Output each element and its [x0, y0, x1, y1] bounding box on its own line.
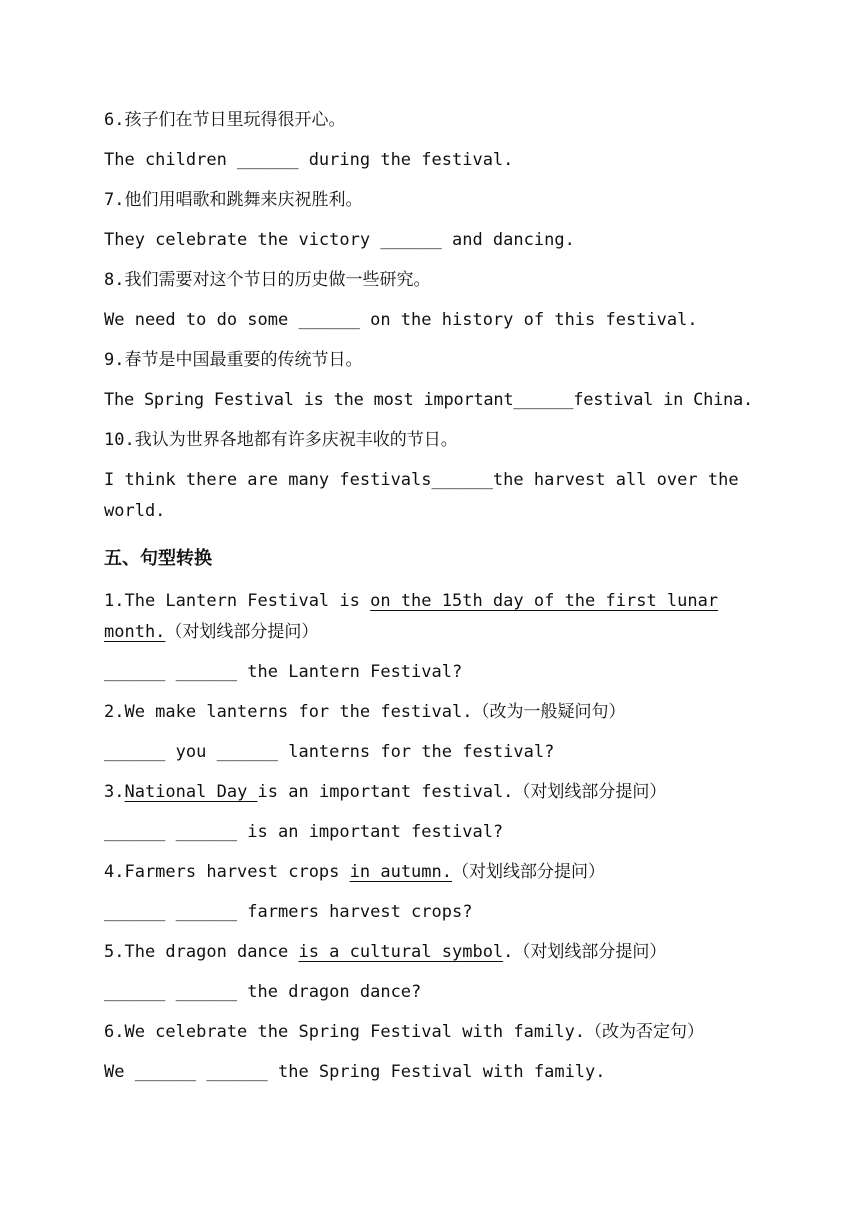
- question-text: 2.We make lanterns for the festival.: [104, 702, 473, 722]
- answer-line-4: ______ ______ farmers harvest crops?: [104, 902, 473, 922]
- transform-question-5: [104, 932, 784, 972]
- item-number: 8.: [104, 270, 125, 290]
- chinese-sentence: 他们用唱歌和跳舞来庆祝胜利。: [124, 190, 363, 210]
- translation-item-10-chinese: [104, 420, 784, 460]
- answer-line-3: ______ ______ is an important festival?: [104, 822, 504, 842]
- question-text-end: .: [503, 942, 514, 962]
- answer-line-1: ______ ______ the Lantern Festival?: [104, 662, 463, 682]
- question-text: 6.We celebrate the Spring Festival with family.: [104, 1022, 586, 1042]
- transform-question-1: [104, 581, 784, 652]
- chinese-sentence: 春节是中国最重要的传统节日。: [124, 350, 363, 370]
- transform-question-2: [104, 692, 784, 732]
- answer-line-5: ______ ______ the dragon dance?: [104, 982, 422, 1002]
- instruction: （对划线部分提问）: [513, 782, 667, 802]
- chinese-sentence: 我认为世界各地都有许多庆祝丰收的节日。: [134, 430, 458, 450]
- item-number: 6.: [104, 110, 125, 130]
- answer-line-6: We ______ ______ the Spring Festival with family.: [104, 1062, 606, 1082]
- item-number: 9.: [104, 350, 125, 370]
- underlined-part: in autumn.: [349, 862, 452, 882]
- instruction: （对划线部分提问）: [452, 862, 605, 882]
- underlined-part: National Day: [124, 782, 258, 802]
- item-number: 10.: [104, 430, 135, 450]
- instruction: （对划线部分提问）: [165, 622, 319, 642]
- translation-item-7-english: They celebrate the victory ______ and dancing.: [104, 230, 575, 250]
- chinese-sentence: 我们需要对这个节日的历史做一些研究。: [124, 270, 431, 290]
- translation-item-8-english: We need to do some ______ on the history of this festival.: [104, 310, 698, 330]
- translation-item-9-chinese: [104, 340, 784, 380]
- instruction: （改为一般疑问句）: [472, 702, 626, 722]
- translation-item-6-chinese: [104, 100, 784, 140]
- underlined-part: on the 15th day of the first lunar month.: [104, 591, 719, 642]
- instruction: （对划线部分提问）: [513, 942, 667, 962]
- underlined-part: is a cultural symbol: [298, 942, 504, 962]
- translation-item-7-chinese: [104, 180, 784, 220]
- transform-question-3: [104, 772, 784, 812]
- chinese-sentence: 孩子们在节日里玩得很开心。: [124, 110, 346, 130]
- translation-item-8-chinese: [104, 260, 784, 300]
- translation-item-6-english: The children ______ during the festival.: [104, 150, 514, 170]
- question-text: 5.The dragon dance: [104, 942, 299, 962]
- section-title: 五、句型转换: [104, 548, 212, 569]
- transform-question-6: [104, 1012, 784, 1052]
- item-number: 7.: [104, 190, 125, 210]
- transform-question-4: [104, 852, 784, 892]
- translation-item-10-english: I think there are many festivals______the harvest all over the world.: [104, 470, 739, 521]
- translation-item-9-english: The Spring Festival is the most important______festival in China.: [104, 390, 754, 410]
- answer-line-2: ______ you ______ lanterns for the festival?: [104, 742, 555, 762]
- question-text: is an important festival.: [257, 782, 514, 802]
- worksheet-page: [104, 100, 784, 1092]
- question-number: 3.: [104, 782, 125, 802]
- instruction: （改为否定句）: [585, 1022, 705, 1042]
- question-text: 4.Farmers harvest crops: [104, 862, 350, 882]
- question-text: 1.The Lantern Festival is: [104, 591, 371, 611]
